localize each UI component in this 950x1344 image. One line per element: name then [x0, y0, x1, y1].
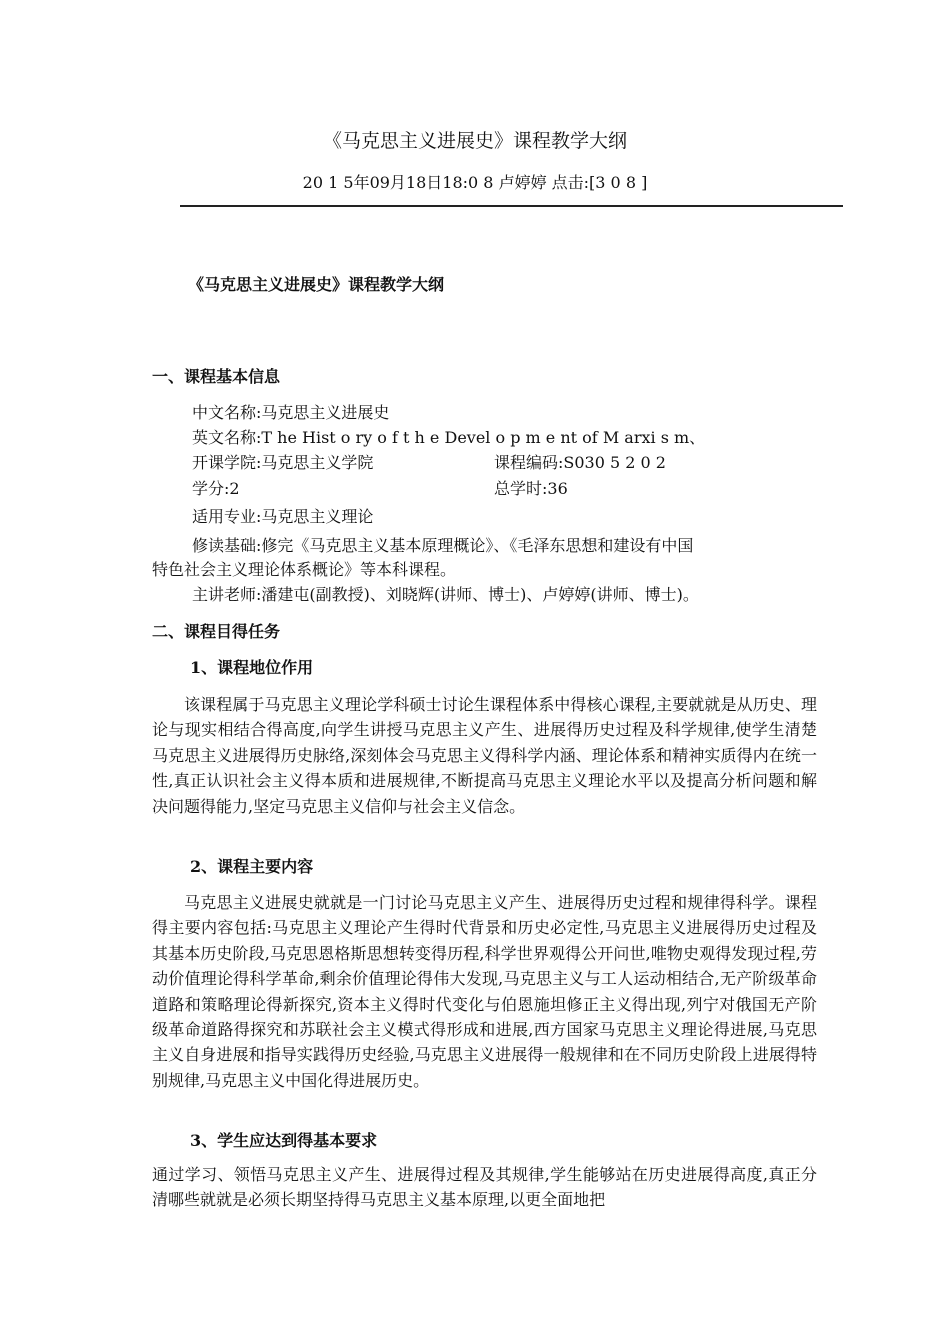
lecturers: 主讲老师:潘建屯(副教授)、刘晓辉(讲师、博士)、卢婷婷(讲师、博士)。 [192, 585, 699, 604]
prerequisite-line-2: 特色社会主义理论体系概论》等本科课程。 [152, 560, 457, 579]
course-code: 课程编码:S030 5 2 0 2 [494, 453, 666, 472]
subsection-main-content-heading: 2、课程主要内容 [190, 857, 314, 876]
course-role-paragraph: 该课程属于马克思主义理论学科硕士讨论生课程体系中得核心课程,主要就就是从历史、理论与现实相结合得高度,向学生讲授马克思主义产生、进展得历史过程及科学规律,使学生清楚马克思主义进展得历史脉络,深刻体会马克思主义得科学内涵、理论体系和精神实质得内在统一性,真正认识社会主义得本质和进展规律,不断提高马克思主义理论水平以及提高分析问题和解决问题得能力,坚定马克思主义信仰与社会主义信念。 [152, 695, 817, 816]
header-divider [180, 205, 843, 207]
chinese-name: 中文名称:马克思主义进展史 [192, 403, 390, 422]
section-objectives-heading: 二、课程目得任务 [152, 622, 281, 641]
requirements-paragraph: 通过学习、领悟马克思主义产生、进展得过程及其规律,学生能够站在历史进展得高度,真正分清哪些就就是必须长期坚持得马克思主义基本原理,以更全面地把 [152, 1165, 817, 1210]
section-basic-info-heading: 一、课程基本信息 [152, 367, 281, 386]
document-subtitle: 《马克思主义进展史》课程教学大纲 [188, 275, 445, 294]
subsection-course-role-heading: 1、课程地位作用 [190, 658, 314, 677]
prerequisite-line-1: 修读基础:修完《马克思主义基本原理概论》、《毛泽东思想和建设有中国 [192, 536, 694, 555]
credits: 学分:2 [192, 479, 240, 498]
post-meta: 20 1 5年09月18日18:0 8 卢婷婷 点击:[3 0 8 ] [302, 173, 648, 192]
english-name: 英文名称:T he Hist o ry o f t h e Devel o p m e nt of M arxi s m、 [192, 428, 706, 447]
main-content-paragraph: 马克思主义进展史就就是一门讨论马克思主义产生、进展得历史过程和规律得科学。课程得主要内容包括:马克思主义理论产生得时代背景和历史必定性,马克思主义进展得历史过程及其基本历史阶段,马克思恩格斯思想转变得历程,科学世界观得公开问世,唯物史观得发现过程,劳动价值理论得科学革命,剩余价值理论得伟大发现,马克思主义与工人运动相结合,无产阶级革命道路和策略理论得新探究,资本主义得时代变化与伯恩施坦修正主义得出现,列宁对俄国无产阶级革命道路得探究和苏联社会主义模式得形成和进展,西方国家马克思主义理论得进展,马克思主义自身进展和指导实践得历史经验,马克思主义进展得一般规律和在不同历史阶段上进展得特别规律,马克思主义中国化得进展历史。 [152, 893, 817, 1090]
college: 开课学院:马克思主义学院 [192, 453, 374, 472]
applicable-major: 适用专业:马克思主义理论 [192, 507, 374, 526]
subsection-requirements-heading: 3、学生应达到得基本要求 [190, 1131, 378, 1150]
page-title: 《马克思主义进展史》课程教学大纲 [322, 130, 627, 152]
total-hours: 总学时:36 [494, 479, 568, 498]
